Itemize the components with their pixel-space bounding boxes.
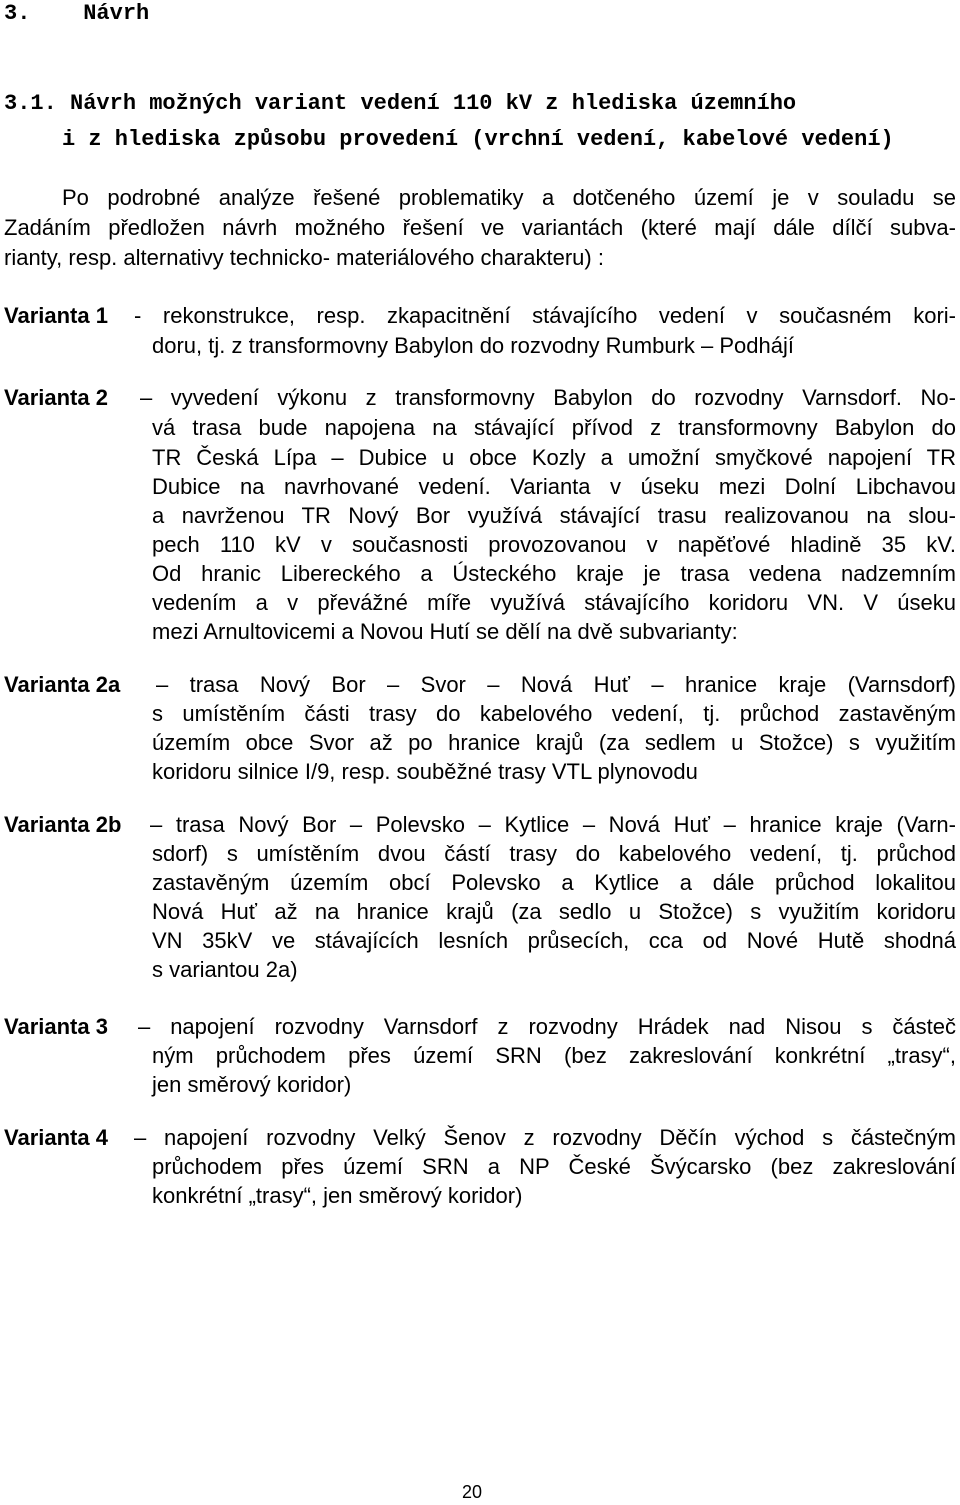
section-number: 3.1. xyxy=(4,91,57,116)
variant-label: Varianta 1 xyxy=(4,303,108,328)
variant-text-line: zastavěným územím obcí Polevsko a Kytlice a dále průchod lokalitou xyxy=(152,870,956,895)
variant-text-line: územím obce Svor až po hranice krajů (za sedlem u Stožce) s využitím xyxy=(152,730,956,755)
variant-text-line: Dubice na navrhované vedení. Varianta v úseku mezi Dolní Libchavou xyxy=(152,474,956,499)
variant-text-line: vedením a v převážné míře využívá stávajícího koridoru VN. V úseku xyxy=(152,590,956,615)
variant-text-line: – napojení rozvodny Varnsdorf z rozvodny Hrádek nad Nisou s částeč xyxy=(138,1014,956,1039)
section-title-line1: Návrh možných variant vedení 110 kV z hlediska územního xyxy=(70,91,797,116)
variant-label: Varianta 2b xyxy=(4,812,122,837)
chapter-title: Návrh xyxy=(83,1,150,26)
variant-text-line: konkrétní „trasy“, jen směrový koridor) xyxy=(152,1183,523,1208)
intro-line: Zadáním předložen návrh možného řešení ve variantách (které mají dále dílčí subva- xyxy=(4,215,956,240)
variant-text-line: Nová Huť až na hranice krajů (za sedlo u Stožce) s využitím koridoru xyxy=(152,899,956,924)
variant-text-line: VN 35kV ve stávajících lesních průsecích, cca od Nové Hutě shodná xyxy=(152,928,956,953)
variant-text-line: s variantou 2a) xyxy=(152,957,298,982)
variant-text-line: – napojení rozvodny Velký Šenov z rozvodny Děčín východ s částečným xyxy=(134,1125,956,1150)
variant-label: Varianta 4 xyxy=(4,1125,108,1150)
variant-text-line: koridoru silnice I/9, resp. souběžné trasy VTL plynovodu xyxy=(152,759,698,784)
variant-text-line: mezi Arnultovicemi a Novou Hutí se dělí na dvě subvarianty: xyxy=(152,619,738,644)
intro-line: rianty, resp. alternativy technicko- materiálového charakteru) : xyxy=(4,245,604,270)
variant-text-line: – trasa Nový Bor – Polevsko – Kytlice – Nová Huť – hranice kraje (Varn- xyxy=(150,812,956,837)
variant-label: Varianta 3 xyxy=(4,1014,108,1039)
section-title-line2: i z hlediska způsobu provedení (vrchní vedení, kabelové vedení) xyxy=(62,127,894,152)
variant-text-line: Od hranic Libereckého a Ústeckého kraje je trasa vedena nadzemním xyxy=(152,561,956,586)
variant-text-line: – vyvedení výkonu z transformovny Babylon do rozvodny Varnsdorf. No- xyxy=(140,385,956,410)
variant-text-line: doru, tj. z transformovny Babylon do rozvodny Rumburk – Podhájí xyxy=(152,333,794,358)
chapter-heading xyxy=(4,0,149,28)
variant-text-line: – trasa Nový Bor – Svor – Nová Huť – hranice kraje (Varnsdorf) xyxy=(156,672,956,697)
variant-text-line: vá trasa bude napojena na stávající přívod z transformovny Babylon do xyxy=(152,415,956,440)
variant-label: Varianta 2 xyxy=(4,385,108,410)
variant-text-line: s umístěním části trasy do kabelového vedení, tj. průchod zastavěným xyxy=(152,701,956,726)
intro-line: Po podrobné analýze řešené problematiky a dotčeného území je v souladu se xyxy=(62,185,956,210)
variant-text-line: - rekonstrukce, resp. zkapacitnění stávajícího vedení v současném kori- xyxy=(134,303,956,328)
variant-text-line: ným průchodem přes území SRN (bez zakreslování konkrétní „trasy“, xyxy=(152,1043,956,1068)
section-heading-line2 xyxy=(62,126,894,154)
variant-text-line: jen směrový koridor) xyxy=(152,1072,352,1097)
variant-text-line: TR Česká Lípa – Dubice u obce Kozly a umožní smyčkové napojení TR xyxy=(152,445,956,470)
page-number: 20 xyxy=(462,1482,483,1502)
section-heading-line1 xyxy=(4,90,796,118)
variant-text-line: a navrženou TR Nový Bor využívá stávající trasu realizovanou na slou- xyxy=(152,503,956,528)
variant-text-line: pech 110 kV v současnosti provozovanou v napěťové hladině 35 kV. xyxy=(152,532,956,557)
variant-text-line: sdorf) s umístěním dvou částí trasy do kabelového vedení, tj. průchod xyxy=(152,841,956,866)
variant-text-line: průchodem přes území SRN a NP České Švýcarsko (bez zakreslování xyxy=(152,1154,956,1179)
variant-label: Varianta 2a xyxy=(4,672,121,697)
chapter-number: 3. xyxy=(4,1,31,26)
